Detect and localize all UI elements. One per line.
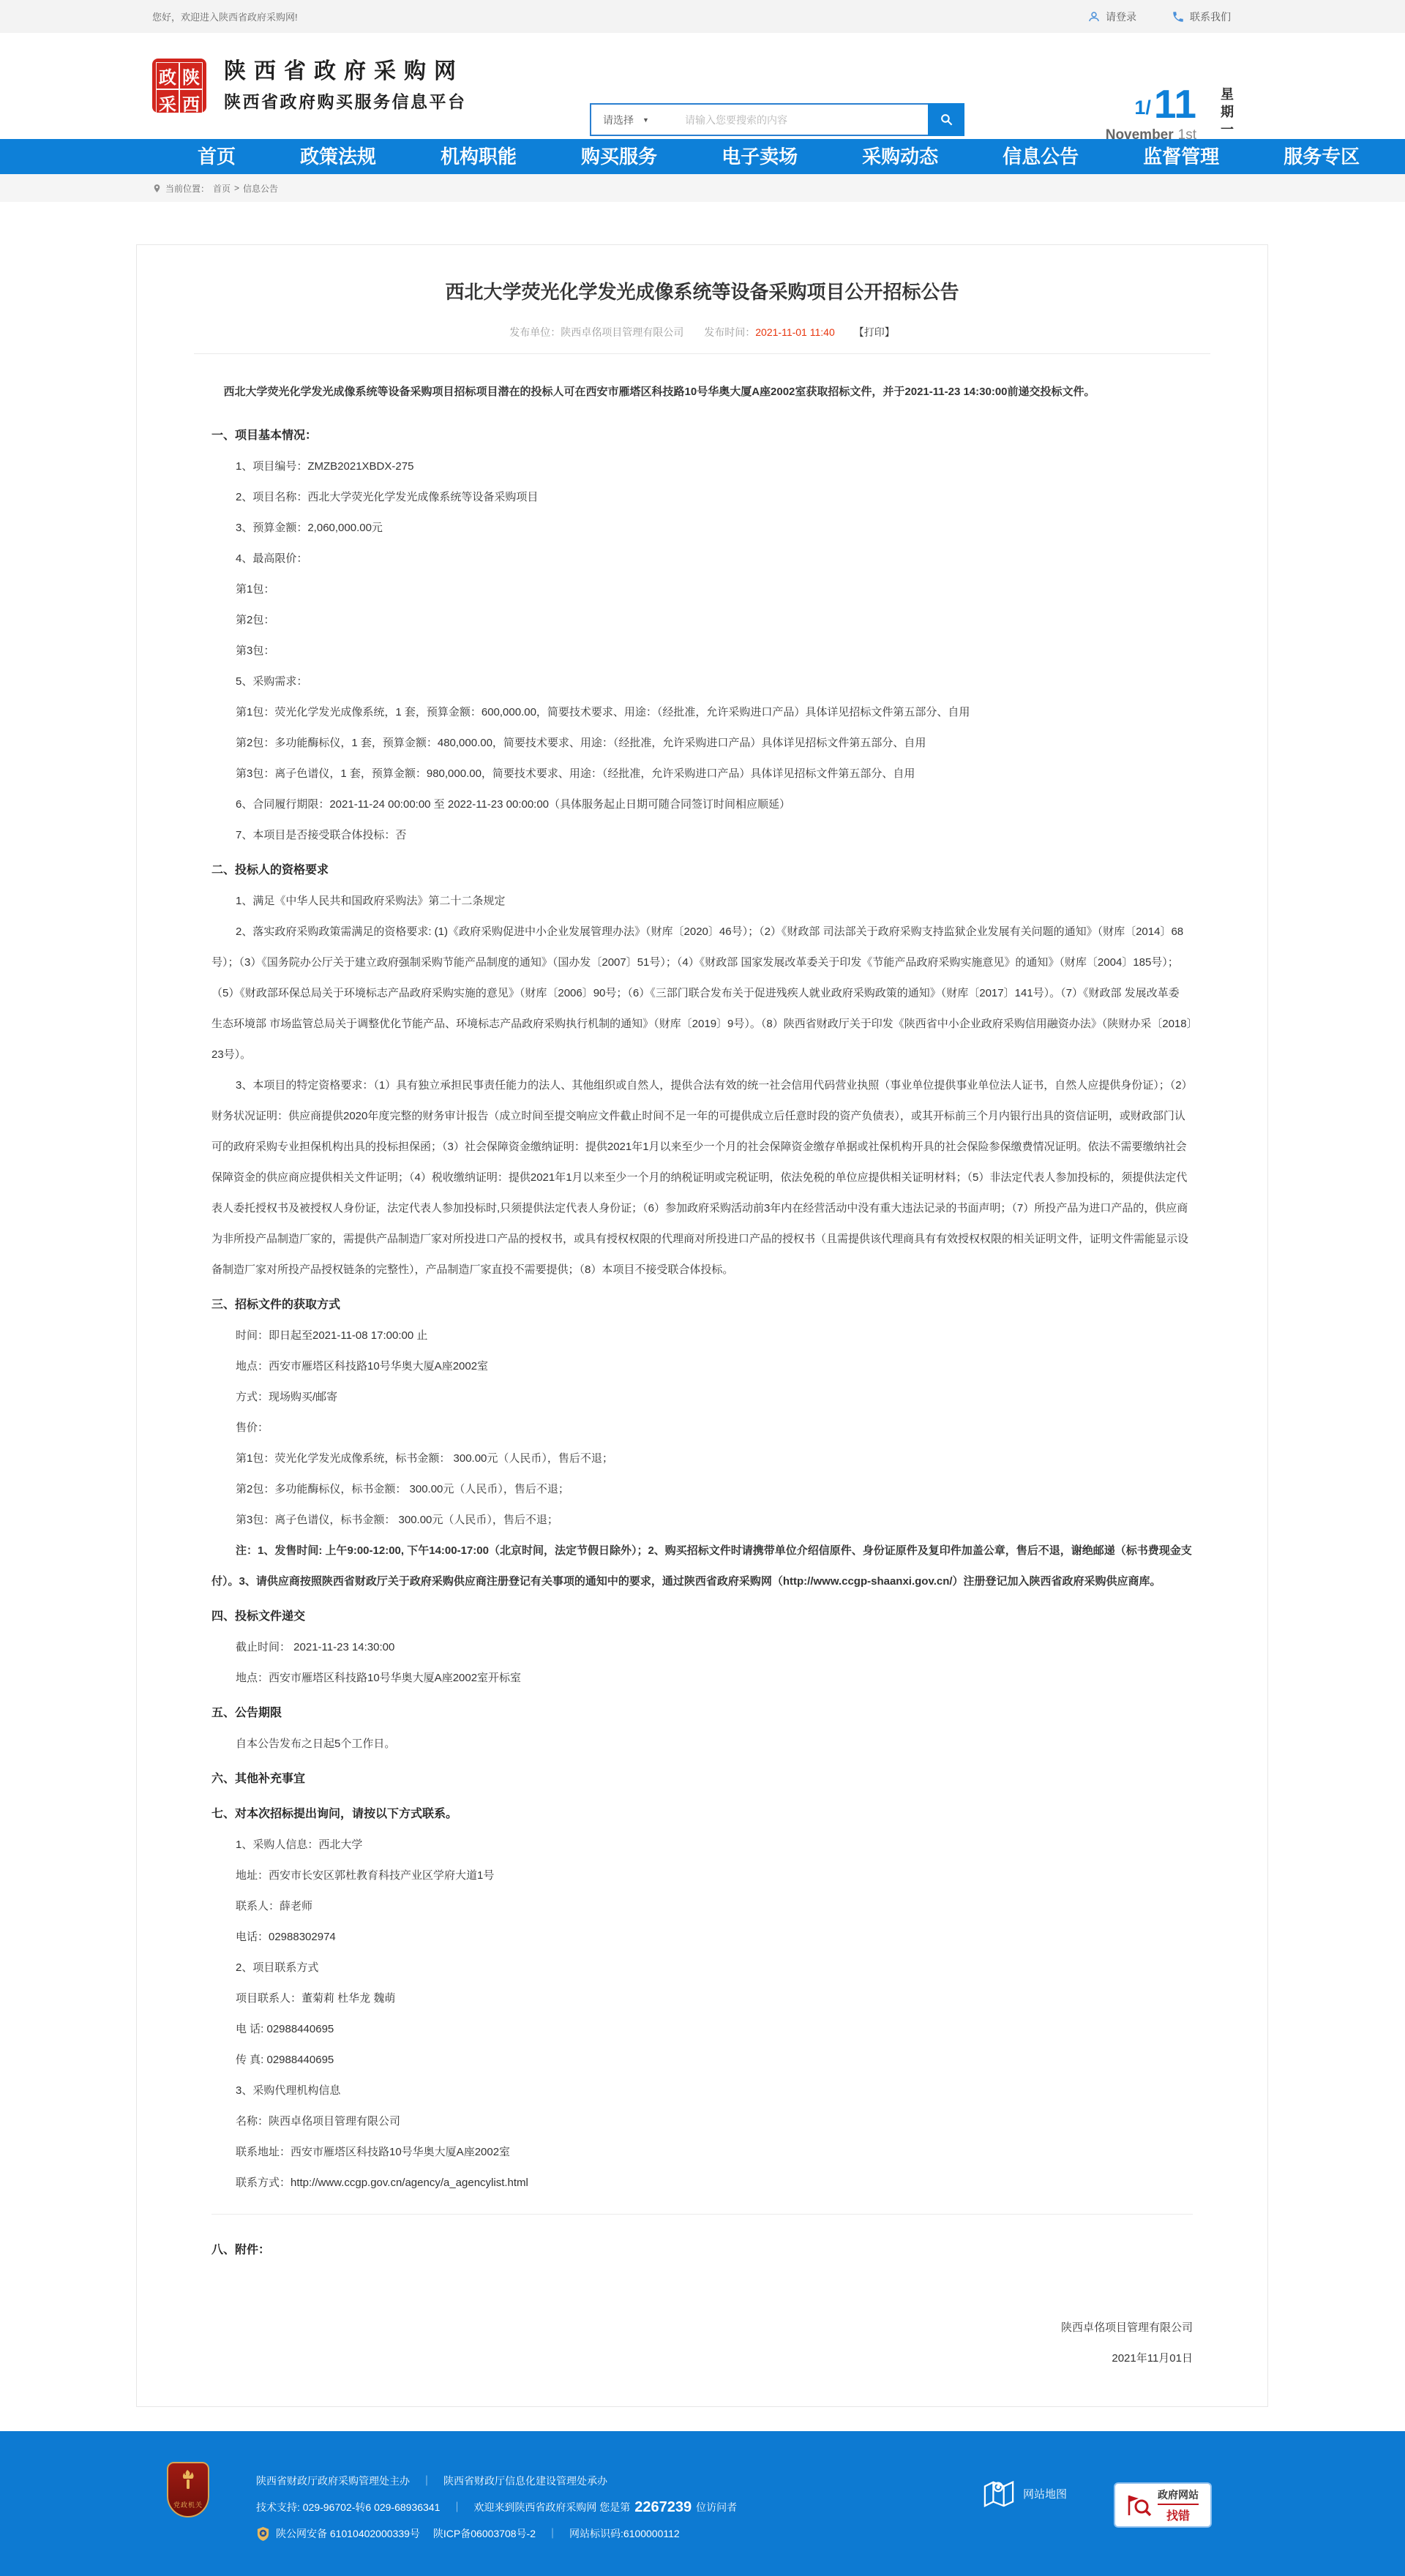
article-paragraph: 电话：02988302974 [236,1931,336,1943]
article-paragraph: 自本公告发布之日起5个工作日。 [236,1738,396,1750]
topbar [0,0,1405,33]
site-subtitle: 陕西省政府购买服务信息平台 [224,91,467,111]
page-title: 西北大学荧光化学发光成像系统等设备采购项目公开招标公告 [445,281,959,303]
article-meta [137,325,1267,339]
breadcrumb-current: 信息公告 [243,183,279,194]
brand-text [224,59,467,113]
breadcrumb-separator: > [234,183,240,193]
article-paragraph: 5、采购需求： [236,675,308,688]
article-paragraph: 3、采购代理机构信息 [236,2084,341,2097]
signature-date: 2021年11月01日 [1112,2352,1193,2365]
article-paragraph: 第1包： [236,583,275,596]
site-error-badge[interactable] [1114,2482,1212,2528]
sitemap-link[interactable] [982,2478,1067,2509]
sitemap-label: 网站地图 [1023,2487,1068,2501]
attachments-divider [211,2214,1193,2215]
login-link[interactable] [1087,10,1136,24]
article-paragraph: 3、本项目的特定资格要求：（1）具有独立承担民事责任能力的法人、其他组织或自然人，提供合法有效的统一社会信用代码营业执照（事业单位提供事业单位法人证书，自然人应提供身份证）；（2）财务状况证明：供应商提供2020年度完整的财务审计报告（成立时间至提交响应文件截止时间不足一年的可提供成立后任意时段的资产负债表），或其开标前三个月内银行出具的资信证明，或财政部门认可的政府采购专业担保机构出具的投标担保函；（3）社会保障资金缴纳证明：提供2021年1月以来至少一个月的社会保障资金缴存单据或社保机构开具的社会保险参保缴费情况证明。依法不需要缴纳社会保障资金的供应商应提供相关文件证明；（4）税收缴纳证明：提供2021年1月以来至少一个月的纳税证明或完税证明，依法免税的单位应提供相关证明材料；（5）非法定代表人参加投标的，须提供法定代表人委托授权书及被授权人身份证，法定代表人参加投标时,只须提供法定代表人身份证；（6）参加政府采购活动前3年内在经营活动中没有重大违法记录的书面声明；（7）所投产品为进口产品的，供应商为非所投产品制造厂家的，需提供产品制造厂家对所投进口产品的授权书，或具有授权权限的代理商对所投进口产品的授权书（且需提供该代理商具有有效授权权限的相关证明文件，证明文件需能显示设备制造厂家对所投产品授权链条的完整性），产品制造厂家直投不需要提供；（8）本项目不接受联合体投标。 [211,1079,1193,1276]
publisher-label: 发布单位： [509,326,561,338]
article-paragraph: 联系方式：http://www.ccgp.gov.cn/agency/a_agencylist.html [236,2177,528,2189]
torch-emblem-icon [179,2468,197,2490]
site-title: 陕西省政府采购网 [224,59,464,83]
article-paragraph: 第2包：多功能酶标仪，1 套，预算金额：480,000.00，简要技术要求、用途：（经批准，允许采购进口产品）具体详见招标文件第五部分、自用 [236,737,926,749]
article-paragraph: 2、项目联系方式 [236,1961,319,1974]
search-select-label: 请选择 [603,113,634,126]
article-paragraph: 名称：陕西卓佲项目管理有限公司 [236,2115,401,2128]
login-label: 请登录 [1106,10,1136,23]
police-badge-icon [256,2526,270,2542]
nav-item[interactable]: 服务专区 [1284,146,1360,168]
date-month-number: 1/ [1134,96,1151,119]
search-input[interactable] [679,105,928,135]
article-paragraph: 地点：西安市雁塔区科技路10号华奥大厦A座2002室 [236,1360,489,1373]
article-paragraph: 四、投标文件递交 [211,1610,306,1623]
article-paragraph: 1、满足《中华人民共和国政府采购法》第二十二条规定 [236,895,506,907]
article-paragraph: 注：1、发售时间: 上午9:00-12:00, 下午14:00-17:00（北京时间，法定节假日除外）；2、购买招标文件时请携带单位介绍信原件、身份证原件及复印件加盖公章，售后不退，谢绝邮递（标书费现金支付）。3、请供应商按照陕西省财政厅关于政府采购供应商注册登记有关事项的通知中的要求，通过陕西省政府采购网（http://www.ccgp-shaanxi.gov.cn/）注册登记加入陕西省政府采购供应商库。 [211,1544,1192,1588]
nav-item[interactable]: 首页 [198,146,236,168]
magnifier-flag-icon [1127,2493,1152,2517]
date-month-name: November [1105,127,1174,143]
nav-item[interactable]: 电子卖场 [722,146,798,168]
find-error-action: 找错 [1166,2509,1190,2523]
visitor-text: 欢迎来到陕西省政府采购网 您是第 [473,2501,631,2513]
search-bar [590,103,964,136]
article-paragraph: 1、项目编号：ZMZB2021XBDX-275 [236,460,414,473]
date-widget [1087,81,1234,150]
article-paragraph: 项目联系人：董菊莉 杜华龙 魏萌 [236,1992,396,2005]
breadcrumb [0,174,1405,202]
nav-item[interactable]: 信息公告 [1003,146,1079,168]
attachments-heading: 八、附件： [211,2244,271,2256]
signature-company: 陕西卓佲项目管理有限公司 [1060,2321,1193,2334]
icp-link[interactable]: 陕ICP备06003708号-2 [432,2528,536,2539]
article-paragraph: 6、合同履行期限：2021-11-24 00:00:00 至 2022-11-23 00:00:00（具体服务起止日期可随合同签订时间相应顺延） [236,798,791,811]
location-pin-icon [152,184,162,193]
article-paragraph: 电 话: 02988440695 [236,2023,334,2035]
search-button[interactable] [928,103,964,136]
article-paragraph: 3、预算金额：2,060,000.00元 [236,522,383,534]
article-paragraph: 第1包：荧光化学发光成像系统，1 套，预算金额：600,000.00，简要技术要求、用途：（经批准，允许采购进口产品）具体详见招标文件第五部分、自用 [236,706,970,718]
article-paragraph: 第3包：离子色谱仪，标书金额： 300.00元（人民币），售后不退； [236,1514,558,1526]
publish-time-value: 2021-11-01 11:40 [755,326,835,338]
search-category-select[interactable] [591,105,679,135]
user-icon [1087,10,1101,23]
article-paragraph: 4、最高限价： [236,552,308,565]
article-paragraph: 地点：西安市雁塔区科技路10号华奥大厦A座2002室开标室 [236,1672,522,1684]
nav-item[interactable]: 监督管理 [1143,146,1220,168]
footer-line-beian: 陕公网安备 61010402000339号 陕ICP备06003708号-2 ｜ 网站标识码: 6100000112 [256,2520,737,2547]
contact-label: 联系我们 [1190,10,1231,23]
breadcrumb-label: 当前位置： [165,183,210,194]
site-code-value: 6100000112 [623,2528,680,2539]
date-weekday: 星期一 [1219,87,1234,140]
map-icon [982,2478,1016,2509]
tech-support: 技术支持: 029-96702-转6 029-68936341 [256,2501,441,2513]
article-paragraph: 联系地址：西安市雁塔区科技路10号华奥大厦A座2002室 [236,2146,511,2158]
topbar-links [1087,10,1231,24]
badge-label: 党政机关 [173,2501,203,2509]
phone-icon [1172,10,1185,23]
date-day-number: 11 [1153,81,1196,127]
breadcrumb-home[interactable]: 首页 [213,183,231,194]
article-paragraph: 六、其他补充事宜 [211,1773,306,1785]
article-paragraph: 方式：现场购买/邮寄 [236,1391,338,1403]
nav-item[interactable]: 政策法规 [300,146,377,168]
article-paragraph: 7、本项目是否接受联合体投标：否 [236,829,407,841]
seal-char: 陕 [179,62,203,89]
contact-link[interactable] [1172,10,1231,24]
print-button[interactable]: 【打印】 [853,326,895,338]
article-paragraph: 第3包：离子色谱仪，1 套，预算金额：980,000.00，简要技术要求、用途：（经批准，允许采购进口产品）具体详见招标文件第五部分、自用 [236,767,915,780]
article-paragraph: 时间：即日起至2021-11-08 17:00:00 止 [236,1329,428,1342]
publisher-value: 陕西卓佲项目管理有限公司 [561,326,684,338]
article-paragraph: 联系人：薛老师 [236,1900,313,1912]
nav-item[interactable]: 购买服务 [581,146,658,168]
signature-block [211,2313,1193,2374]
search-icon [940,113,953,127]
date-ordinal: 1st [1177,127,1196,143]
article-card [136,244,1268,2407]
article-paragraph: 传 真: 02988440695 [236,2054,334,2066]
party-gov-badge[interactable] [167,2462,209,2517]
article-paragraph: 三、招标文件的获取方式 [211,1299,341,1311]
visitor-count: 2267239 [634,2498,692,2515]
nav-item[interactable]: 采购动态 [862,146,939,168]
article-paragraph: 售价： [236,1422,269,1434]
site-logo[interactable] [152,59,467,113]
footer-line-support: 技术支持: 029-96702-转6 029-68936341 ｜ 欢迎来到陕西省政府采购网 您是第 2267239 位访问者 [256,2498,738,2515]
article-paragraph: 第3包： [236,645,275,657]
article-paragraph: 第2包： [236,614,275,626]
shield-icon [167,2462,209,2517]
intro-paragraph: 西北大学荧光化学发光成像系统等设备采购项目招标项目潜在的投标人可在西安市雁塔区科技路10号华奥大厦A座2002室获取招标文件，并于2021-11-23 14:30:00前递交投标文件。 [223,386,1095,398]
footer [0,2431,1405,2576]
meta-divider [194,353,1210,354]
article-paragraph: 第1包：荧光化学发光成像系统，标书金额： 300.00元（人民币），售后不退； [236,1452,613,1465]
article-paragraph: 2、落实政府采购政策需满足的资格要求: (1)《政府采购促进中小企业发展管理办法》（财库〔2020〕46号）；（2）《财政部 司法部关于政府采购支持监狱企业发展有关问题的通知》（财库〔2014〕68号）；（3）《国务院办公厅关于建立政府强制采购节能产品制度的通知》（国办发〔2007〕51号）；（4）《财政部 国家发展改革委关于印发《节能产品政府采购实施意见》的通知》（财库〔2004〕185号）；（5）《财政部环保总局关于环境标志产品政府采购实施的意见》（财库〔2006〕90号；（6）《三部门联合发布关于促进残疾人就业政府采购政策的通知》（财库〔2017〕141号）。（7）《财政部 发展改革委 生态环境部 市场监管总局关于调整优化节能产品、环境标志产品政府采购执行机制的通知》（财库〔2019〕9号）。（8）陕西省财政厅关于印发《陕西省中小企业政府采购信用融资办法》（陕财办采〔2018〕23号）。 [211,925,1193,1061]
article-paragraph: 第2包：多功能酶标仪，标书金额： 300.00元（人民币），售后不退； [236,1483,569,1495]
find-error-title: 政府网站 [1158,2487,1199,2505]
article-paragraph: 截止时间： 2021-11-23 14:30:00 [236,1641,395,1653]
footer-host: 陕西省财政厅政府采购管理处主办 [256,2475,410,2487]
footer-line-hosts: 陕西省财政厅政府采购管理处主办 ｜ 陕西省财政厅信息化建设管理处承办 [256,2475,607,2487]
article-paragraph: 一、项目基本情况： [211,429,318,442]
visitor-suffix: 位访问者 [696,2501,738,2513]
footer-info [256,2468,737,2547]
seal-char: 政 [156,62,179,89]
chevron-down-icon: ▼ [642,116,649,124]
article-body [137,377,1267,2374]
article-paragraph: 地址：西安市长安区郭杜教育科技产业区学府大道1号 [236,1869,495,1882]
seal-char: 西 [179,89,203,116]
nav-item[interactable]: 机构职能 [441,146,517,168]
logo-seal [152,59,206,113]
article-paragraph: 五、公告期限 [211,1707,282,1719]
article-paragraph: 2、项目名称：西北大学荧光化学发光成像系统等设备采购项目 [236,491,539,503]
article-paragraph: 1、采购人信息：西北大学 [236,1839,363,1851]
welcome-text: 您好，欢迎进入陕西省政府采购网! [152,12,298,23]
police-beian-link[interactable]: 陕公网安备 61010402000339号 [276,2528,420,2539]
site-header [0,33,1405,143]
publish-time-label: 发布时间： [704,326,756,338]
seal-char: 采 [156,89,179,116]
article-blocks [211,421,1193,2198]
article-paragraph: 七、对本次招标提出询问，请按以下方式联系。 [211,1808,458,1820]
footer-organizer: 陕西省财政厅信息化建设管理处承办 [443,2475,607,2487]
site-code-label: 网站标识码: [569,2528,623,2539]
article-paragraph: 二、投标人的资格要求 [211,864,329,876]
